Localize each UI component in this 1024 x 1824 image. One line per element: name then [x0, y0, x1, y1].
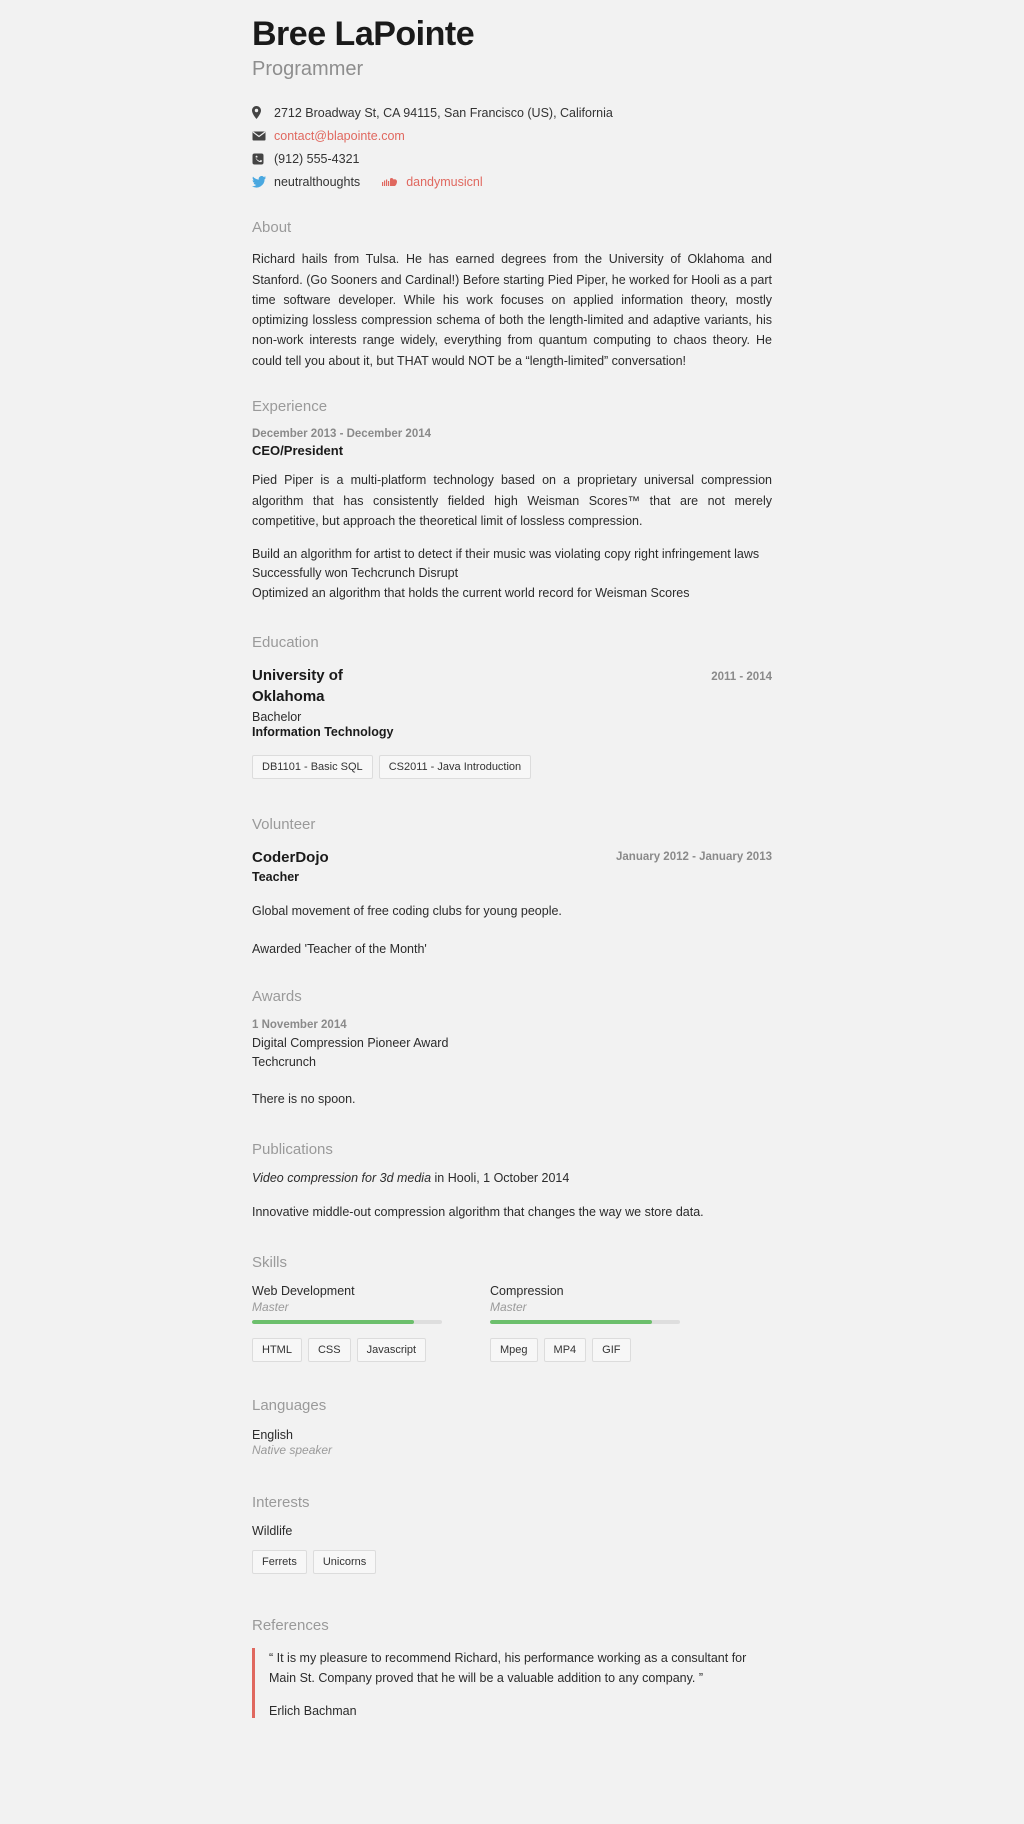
- publication-name: Video compression for 3d media: [252, 1171, 432, 1186]
- skill-item: [252, 1284, 442, 1368]
- language-fluency: Native speaker: [252, 1442, 333, 1457]
- education-field: Information Technology: [252, 725, 394, 740]
- award-name: Digital Compression Pioneer Award: [252, 1035, 449, 1050]
- skill-keyword-tags: [252, 1338, 442, 1368]
- skill-progress-fill: [490, 1320, 652, 1324]
- experience-highlight-2: Optimized an algorithm that holds the current world record for Weisman Scores: [252, 585, 690, 600]
- publication-publisher: in Hooli, 1 October 2014: [434, 1171, 570, 1186]
- twitter-icon: [252, 176, 274, 188]
- phone-text: (912) 555-4321: [274, 151, 360, 166]
- contact-address-row: [252, 103, 772, 123]
- interests-section: [252, 1493, 772, 1581]
- skill-keyword-tag: GIF: [592, 1338, 630, 1362]
- languages-section-title: Languages: [252, 1397, 327, 1415]
- interest-keyword-tag: Ferrets: [252, 1550, 307, 1574]
- skill-item: [490, 1284, 680, 1368]
- volunteer-section: [252, 815, 772, 959]
- education-course-tags: [252, 755, 772, 785]
- education-degree: Bachelor: [252, 710, 302, 725]
- soundcloud-group[interactable]: [382, 175, 482, 189]
- languages-section: [252, 1396, 772, 1457]
- references-section-title: References: [252, 1617, 329, 1635]
- envelope-icon: [252, 131, 274, 141]
- experience-section-title: Experience: [252, 397, 328, 415]
- references-section: [252, 1616, 772, 1718]
- skill-keyword-tag: Mpeg: [490, 1338, 538, 1362]
- award-awarder: Techcrunch: [252, 1055, 316, 1070]
- publication-summary: Innovative middle-out compression algorithm that changes the way we store data.: [252, 1205, 704, 1220]
- header-section: [252, 14, 772, 192]
- contact-list: [252, 103, 772, 192]
- volunteer-highlight: Awarded 'Teacher of the Month': [252, 941, 427, 956]
- volunteer-summary: Global movement of free coding clubs for young people.: [252, 904, 562, 919]
- interest-keyword-tags: [252, 1550, 772, 1580]
- education-institution: University of Oklahoma: [252, 666, 343, 706]
- skill-keyword-tag: MP4: [544, 1338, 587, 1362]
- skill-keyword-tag: CSS: [308, 1338, 351, 1362]
- skill-progress-track: [252, 1320, 442, 1324]
- language-name: English: [252, 1427, 293, 1442]
- publications-section: [252, 1140, 772, 1223]
- education-section-title: Education: [252, 634, 319, 652]
- skill-progress-fill: [252, 1320, 414, 1324]
- page-title: Bree LaPointe: [252, 15, 475, 53]
- volunteer-entry-head: [252, 847, 772, 869]
- about-section-title: About: [252, 218, 292, 236]
- phone-icon: [252, 153, 274, 165]
- skill-progress-track: [490, 1320, 680, 1324]
- resume-document: [252, 0, 772, 1718]
- education-dates: 2011 - 2014: [711, 670, 772, 683]
- location-pin-icon: [252, 106, 274, 119]
- interests-section-title: Interests: [252, 1493, 310, 1511]
- education-entry-head: [252, 665, 772, 709]
- experience-dates: December 2013 - December 2014: [252, 428, 432, 441]
- about-section: [252, 218, 772, 371]
- interest-keyword-tag: Unicorns: [313, 1550, 376, 1574]
- skills-section-title: Skills: [252, 1253, 288, 1271]
- twitter-handle[interactable]: neutralthoughts: [274, 174, 361, 189]
- email-link[interactable]: contact@blapointe.com: [274, 128, 405, 143]
- interest-name: Wildlife: [252, 1524, 293, 1539]
- address-text: 2712 Broadway St, CA 94115, San Francisco (US), California: [274, 105, 613, 120]
- awards-section-title: Awards: [252, 988, 302, 1006]
- publication-line: [252, 1171, 772, 1185]
- skill-keyword-tag: HTML: [252, 1338, 302, 1362]
- job-role-subtitle: Programmer: [252, 57, 364, 80]
- experience-highlight-0: Build an algorithm for artist to detect if their music was violating copy right infringement laws: [252, 547, 760, 562]
- education-section: [252, 633, 772, 785]
- publications-section-title: Publications: [252, 1140, 333, 1158]
- soundcloud-handle[interactable]: dandymusicnl: [406, 174, 483, 189]
- reference-block: [252, 1648, 772, 1719]
- soundcloud-icon: [382, 177, 400, 186]
- award-summary: There is no spoon.: [252, 1092, 356, 1107]
- about-text: Richard hails from Tulsa. He has earned degrees from the University of Oklahoma and Stanford. (Go Sooners and Cardinal!) Before starting Pied Piper, he worked for Hooli as a part time software developer. While his work focuses on applied information theory, mostly optimizing lossless compression schema of both the length-limited and adaptive variants, his non-work interests range widely, everything from quantum computing to chaos theory. He could tell you about it, but THAT would NOT be a “length-limited” conversation!: [252, 252, 772, 368]
- volunteer-organization: CoderDojo: [252, 848, 329, 866]
- skill-keyword-tag: Javascript: [357, 1338, 427, 1362]
- award-date: 1 November 2014: [252, 1018, 347, 1031]
- awards-section: [252, 987, 772, 1110]
- volunteer-position: Teacher: [252, 870, 300, 885]
- experience-section: [252, 397, 772, 603]
- volunteer-dates: January 2012 - January 2013: [616, 850, 772, 863]
- volunteer-section-title: Volunteer: [252, 816, 316, 834]
- education-course-tag: DB1101 - Basic SQL: [252, 755, 373, 779]
- skills-grid: [252, 1284, 772, 1368]
- education-course-tag: CS2011 - Java Introduction: [379, 755, 531, 779]
- experience-highlight-1: Successfully won Techcrunch Disrupt: [252, 566, 459, 581]
- skill-name: Compression: [490, 1284, 564, 1299]
- reference-name: Erlich Bachman: [269, 1704, 357, 1719]
- reference-quote: “ It is my pleasure to recommend Richard, his performance working as a consultant for Main St. Company proved that he will be a valuable addition to any company. ”: [269, 1650, 747, 1685]
- experience-position: CEO/President: [252, 443, 344, 459]
- skill-level: Master: [252, 1300, 289, 1315]
- experience-summary: Pied Piper is a multi-platform technology based on a proprietary universal compression algorithm that has consistently fielded high Weisman Scores™ that are not merely competitive, but approach the theoretical limit of lossless compression.: [252, 473, 772, 528]
- contact-email-row: [252, 126, 772, 146]
- skill-keyword-tags: [490, 1338, 680, 1368]
- skill-level: Master: [490, 1300, 527, 1315]
- skill-name: Web Development: [252, 1284, 355, 1299]
- contact-social-row: [252, 172, 772, 192]
- contact-phone-row: [252, 149, 772, 169]
- skills-section: [252, 1253, 772, 1369]
